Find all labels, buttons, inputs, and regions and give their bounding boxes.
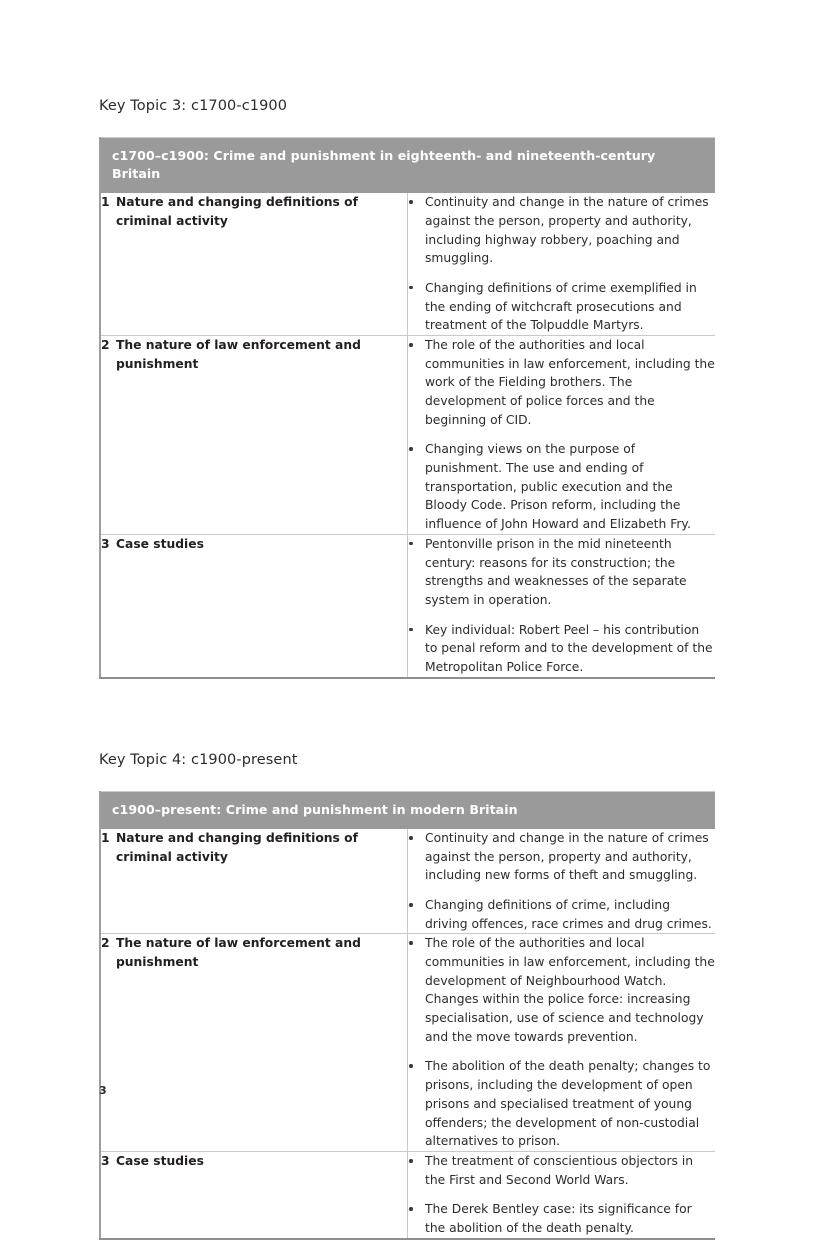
page-content — [99, 98, 715, 1240]
row-label: Nature and changing definitions of criminal activity — [116, 830, 358, 864]
table-row — [100, 934, 715, 1152]
list-item — [408, 934, 715, 1046]
bullet-list — [408, 1152, 715, 1238]
bullet-icon — [409, 628, 413, 632]
row-content-cell — [408, 335, 716, 534]
bullet-icon — [409, 542, 413, 546]
bullet-icon — [409, 1064, 413, 1068]
section-spacer — [99, 679, 715, 752]
row-label-cell — [100, 534, 408, 677]
row-label: Nature and changing definitions of criminal activity — [116, 195, 358, 228]
bullet-text: Changing definitions of crime, including driving offences, race crimes and drug crimes. — [425, 897, 712, 931]
bullet-text: The role of the authorities and local communities in law enforcement, including the work of the Fielding brothers. The development of police forces and the beginning of CID. — [425, 337, 715, 427]
row-label: Case studies — [116, 1153, 204, 1168]
bullet-icon — [409, 1159, 413, 1163]
table-header-row — [100, 138, 715, 193]
list-item — [408, 193, 715, 268]
list-item — [408, 1057, 715, 1150]
row-content-cell — [408, 1151, 716, 1238]
bullet-icon — [409, 200, 413, 204]
list-item — [408, 279, 715, 335]
list-item — [408, 1200, 715, 1237]
row-label-cell — [100, 193, 408, 335]
list-item — [408, 829, 715, 885]
bullet-text: The abolition of the death penalty; changes to prisons, including the development of open prisons and specialised treatment of young offenders; the development of non-custodial alternatives to prison. — [425, 1059, 711, 1149]
bullet-list — [408, 535, 715, 677]
bullet-list — [408, 934, 715, 1151]
bullet-text: Changing definitions of crime exemplified in the ending of witchcraft prosecutions and treatment of the Tolpuddle Martyrs. — [425, 280, 697, 333]
table-header-title: c1900–present: Crime and punishment in modern Britain — [100, 792, 715, 829]
bullet-text: Changing views on the purpose of punishment. The use and ending of transportation, public execution and the Bloody Code. Prison reform, including the influence of John Howard and Elizabeth Fry. — [425, 442, 691, 532]
row-content-cell — [408, 193, 716, 335]
list-item — [408, 621, 715, 677]
bullet-icon — [409, 286, 413, 290]
row-number: 2 — [101, 337, 110, 352]
row-number: 1 — [101, 830, 110, 845]
row-label: Case studies — [116, 536, 204, 551]
bullet-text: The Derek Bentley case: its significance for the abolition of the death penalty. — [425, 1202, 692, 1235]
table-row — [100, 335, 715, 534]
row-label: The nature of law enforcement and punishment — [116, 936, 361, 970]
bullet-text: The role of the authorities and local communities in law enforcement, including the development of Neighbourhood Watch. Changes within the police force: increasing specialisation, use of science and technology and the move towards prevention. — [425, 936, 715, 1044]
bullet-icon — [409, 447, 413, 451]
row-label: The nature of law enforcement and punishment — [116, 337, 361, 371]
bullet-text: Key individual: Robert Peel – his contribution to penal reform and to the development of the Metropolitan Police Force. — [425, 622, 713, 674]
bullet-icon — [409, 941, 413, 945]
row-content-cell — [408, 829, 716, 934]
table-row — [100, 1151, 715, 1238]
row-number: 3 — [101, 536, 110, 551]
list-item — [408, 535, 715, 610]
table-row — [100, 193, 715, 335]
row-content-cell — [408, 534, 716, 677]
bullet-text: Continuity and change in the nature of crimes against the person, property and authority, including new forms of theft and smuggling. — [425, 830, 709, 883]
bullet-text: Continuity and change in the nature of crimes against the person, property and authority, including highway robbery, poaching and smuggling. — [425, 195, 709, 266]
bullet-icon — [409, 343, 413, 347]
table-header-title: c1700–c1900: Crime and punishment in eighteenth- and nineteenth-century Britain — [100, 138, 715, 193]
bullet-icon — [409, 903, 413, 907]
list-item — [408, 896, 715, 933]
page-number: 3 — [99, 1084, 107, 1097]
section-heading-key-topic-4: Key Topic 4: c1900-present — [99, 751, 298, 768]
row-content-cell — [408, 934, 716, 1152]
row-label-cell — [100, 829, 408, 934]
row-label-cell — [100, 1151, 408, 1238]
table-row — [100, 829, 715, 934]
bullet-icon — [409, 1207, 413, 1211]
bullet-list — [408, 193, 715, 335]
row-number: 1 — [101, 195, 110, 210]
row-number: 3 — [101, 1153, 110, 1168]
spec-table-key-topic-4 — [99, 791, 715, 1240]
list-item — [408, 336, 715, 429]
bullet-text: The treatment of conscientious objectors in the First and Second World Wars. — [425, 1153, 694, 1187]
list-item — [408, 440, 715, 533]
spec-table-key-topic-3 — [99, 137, 715, 678]
bullet-icon — [409, 836, 413, 840]
row-number: 2 — [101, 936, 110, 951]
bullet-list — [408, 336, 715, 534]
bullet-text: Pentonville prison in the mid nineteenth century: reasons for its construction; the strengths and weaknesses of the separate system in operation. — [425, 536, 687, 607]
row-label-cell — [100, 335, 408, 534]
section-heading-key-topic-3: Key Topic 3: c1700-c1900 — [99, 98, 288, 114]
table-header-row — [100, 792, 715, 829]
bullet-list — [408, 829, 715, 933]
row-label-cell — [100, 934, 408, 1152]
table-row — [100, 534, 715, 677]
